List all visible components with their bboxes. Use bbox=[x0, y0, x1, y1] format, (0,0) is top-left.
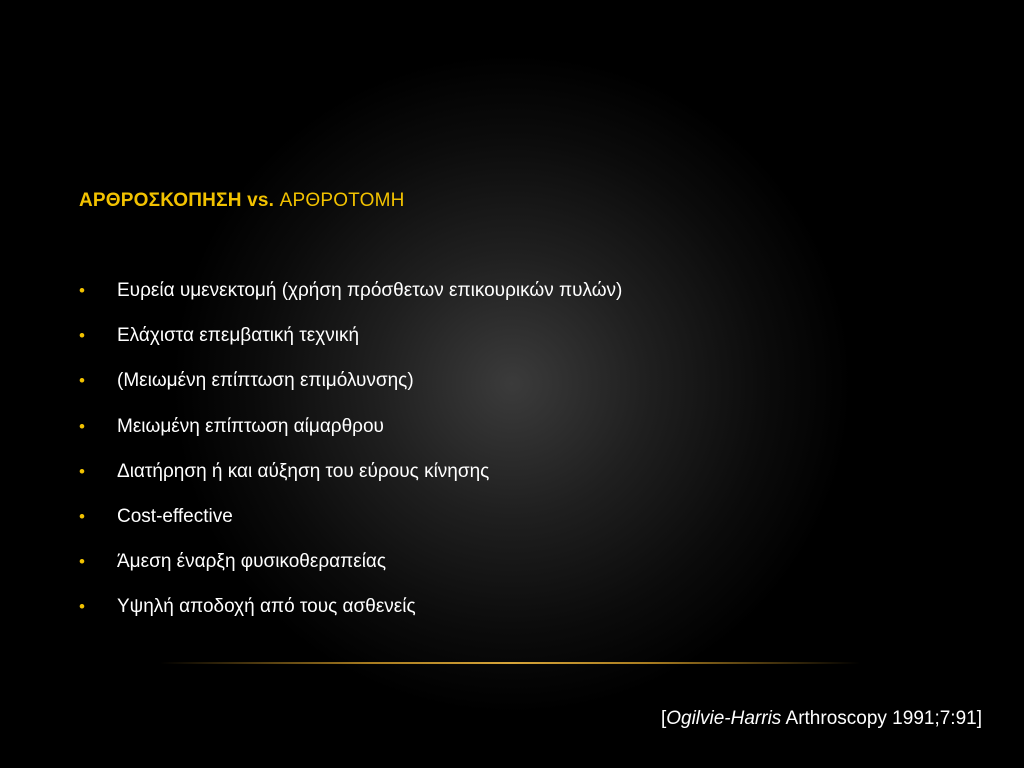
bullet-item bbox=[79, 278, 622, 323]
bullet-text: Ελάχιστα επεμβατική τεχνική bbox=[117, 325, 360, 347]
bullet-text: Άμεση έναρξη φυσικοθεραπείας bbox=[117, 551, 387, 573]
gold-divider-line bbox=[160, 662, 860, 664]
citation-author: Ogilvie-Harris bbox=[666, 708, 782, 729]
citation-open-bracket: [ bbox=[660, 708, 667, 729]
bullet-icon: • bbox=[79, 552, 85, 572]
bullet-list bbox=[79, 278, 622, 640]
bullet-icon: • bbox=[79, 281, 85, 300]
citation-close-bracket: ] bbox=[976, 708, 982, 729]
bullet-text: Διατήρηση ή και αύξηση του εύρους κίνησης bbox=[117, 460, 490, 482]
bullet-icon: • bbox=[79, 371, 85, 391]
bullet-text: Μειωμένη επίπτωση αίμαρθρου bbox=[117, 415, 384, 437]
citation-reference: Arthroscopy 1991;7:91 bbox=[781, 708, 977, 729]
bullet-item bbox=[79, 459, 622, 504]
slide-title bbox=[79, 188, 405, 214]
bullet-item bbox=[79, 504, 622, 549]
bullet-icon: • bbox=[79, 416, 85, 436]
bullet-text: Cost-effective bbox=[117, 505, 233, 527]
citation bbox=[661, 706, 982, 732]
bullet-text: Υψηλή αποδοχή από τους ασθενείς bbox=[117, 596, 416, 618]
title-bold-part: ΑΡΘΡΟΣΚΟΠΗΣΗ vs. bbox=[79, 190, 275, 211]
bullet-icon: • bbox=[79, 326, 85, 346]
bullet-item bbox=[79, 323, 622, 368]
bullet-item bbox=[79, 594, 622, 639]
bullet-item bbox=[79, 549, 622, 594]
bullet-icon: • bbox=[79, 597, 85, 617]
bullet-text: Ευρεία υμενεκτομή (χρήση πρόσθετων επικουρικών πυλών) bbox=[117, 280, 623, 301]
bullet-icon: • bbox=[79, 506, 85, 526]
bullet-text: (Μειωμένη επίπτωση επιμόλυνσης) bbox=[117, 370, 414, 392]
bullet-icon: • bbox=[79, 461, 85, 481]
title-regular-part: ΑΡΘΡΟΤΟΜΗ bbox=[279, 190, 405, 211]
bullet-item bbox=[79, 368, 622, 413]
bullet-item bbox=[79, 414, 622, 459]
